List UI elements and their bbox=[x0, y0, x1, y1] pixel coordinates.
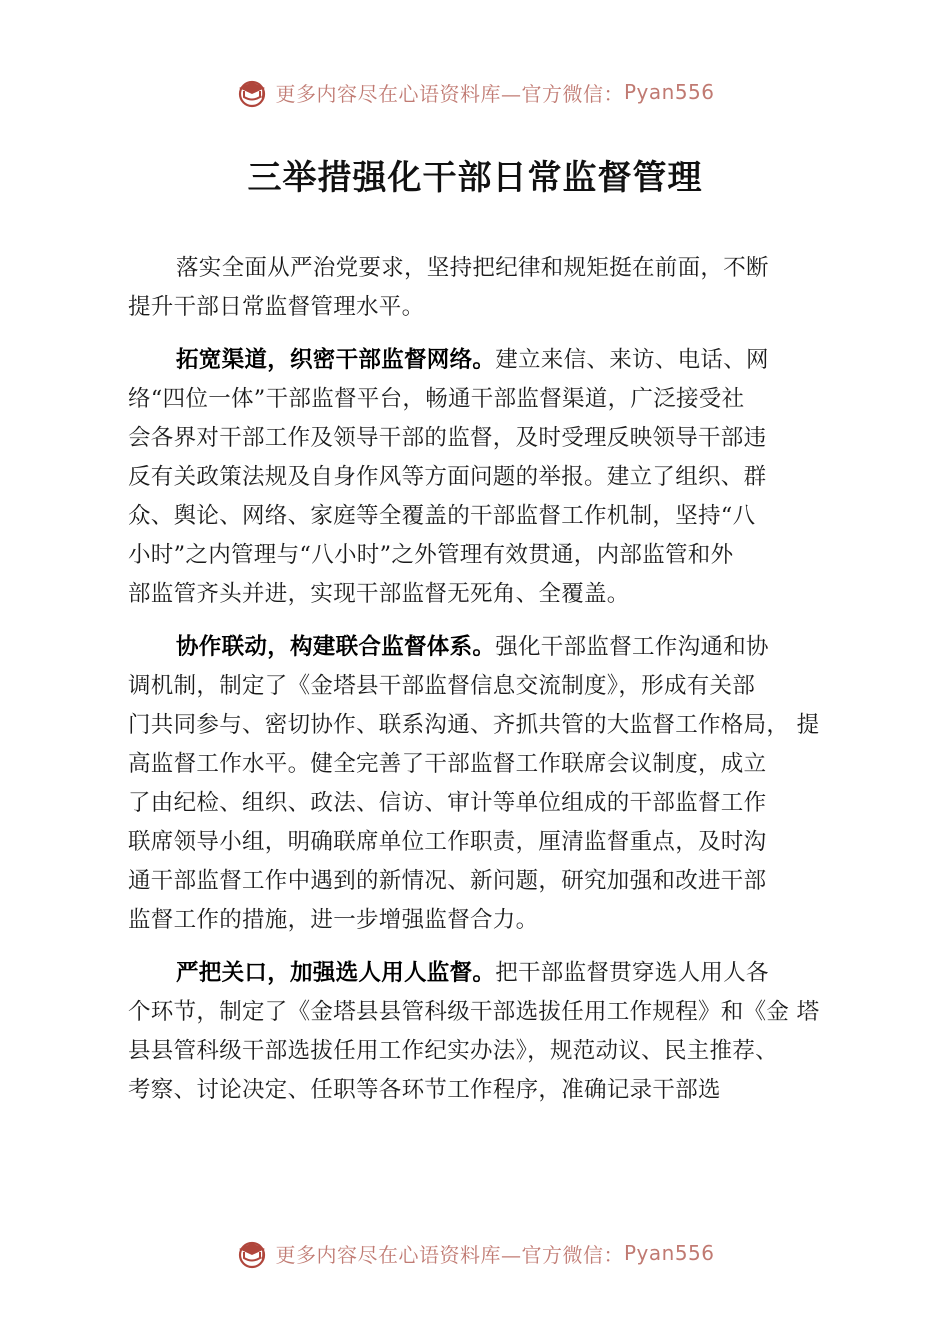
document-body bbox=[128, 249, 848, 1110]
section-first-line bbox=[128, 954, 848, 993]
intro-line: 落实全面从严治党要求，坚持把纪律和规矩挺在前面，不断 bbox=[176, 255, 769, 281]
section-line: 通干部监督工作中遇到的新情况、新问题，研究加强和改进干部 bbox=[128, 868, 767, 894]
section-text: 建立来信、来访、电话、网 bbox=[495, 347, 769, 373]
section-line: 众、舆论、网络、家庭等全覆盖的干部监督工作机制，坚持“八 bbox=[128, 503, 756, 529]
section-text: 把干部监督贯穿选人用人各 bbox=[495, 960, 769, 986]
section-line: 小时”之内管理与“八小时”之外管理有效贯通，内部监管和外 bbox=[128, 542, 734, 568]
section-line: 联席领导小组，明确联席单位工作职责，厘清监督重点，及时沟 bbox=[128, 829, 767, 855]
intro-line: 提升干部日常监督管理水平。 bbox=[128, 294, 425, 320]
section-line: 考察、讨论决定、任职等各环节工作程序，准确记录干部选 bbox=[128, 1077, 721, 1103]
header-watermark bbox=[0, 72, 950, 112]
section-lead-heading: 拓宽渠道，织密干部监督网络。 bbox=[176, 347, 496, 373]
section-first-line bbox=[128, 628, 848, 667]
watermark-text: 更多内容尽在心语资料库—官方微信： bbox=[275, 81, 624, 106]
section-line: 调机制，制定了《金塔县干部监督信息交流制度》，形成有关部 bbox=[128, 673, 756, 699]
section-lead-heading: 协作联动，构建联合监督体系。 bbox=[176, 634, 496, 660]
section-line: 会各界对干部工作及领导干部的监督，及时受理反映领导干部违 bbox=[128, 425, 767, 451]
section-line: 监督工作的措施，进一步增强监督合力。 bbox=[128, 907, 539, 933]
watermark-wechat-id: Pyan556 bbox=[623, 1241, 715, 1265]
section-line: 个环节，制定了《金塔县县管科级干部选拔任用工作规程》和《金 塔 bbox=[128, 999, 820, 1025]
section-line: 门共同参与、密切协作、联系沟通、齐抓共管的大监督工作格局， 提 bbox=[128, 712, 820, 738]
section-text: 强化干部监督工作沟通和协 bbox=[495, 634, 769, 660]
section-line: 了由纪检、组织、政法、信访、审计等单位组成的干部监督工作 bbox=[128, 790, 767, 816]
footer-watermark bbox=[0, 1233, 950, 1273]
mortar-board-logo-icon bbox=[235, 1236, 269, 1270]
document-title: 三举措强化干部日常监督管理 bbox=[247, 158, 703, 198]
section-line: 部监管齐头并进，实现干部监督无死角、全覆盖。 bbox=[128, 581, 630, 607]
watermark-wechat-id: Pyan556 bbox=[623, 80, 715, 104]
section-line: 县县管科级干部选拔任用工作纪实办法》，规范动议、民主推荐、 bbox=[128, 1038, 778, 1064]
section-line: 反有关政策法规及自身作风等方面问题的举报。建立了组织、群 bbox=[128, 464, 767, 490]
section-line: 络“四位一体”干部监督平台，畅通干部监督渠道，广泛接受社 bbox=[128, 386, 745, 412]
section-first-line bbox=[128, 341, 848, 380]
mortar-board-logo-icon bbox=[235, 75, 269, 109]
section-line: 高监督工作水平。健全完善了干部监督工作联席会议制度，成立 bbox=[128, 751, 767, 777]
section-lead-heading: 严把关口，加强选人用人监督。 bbox=[176, 960, 496, 986]
watermark-text: 更多内容尽在心语资料库—官方微信： bbox=[275, 1242, 624, 1267]
